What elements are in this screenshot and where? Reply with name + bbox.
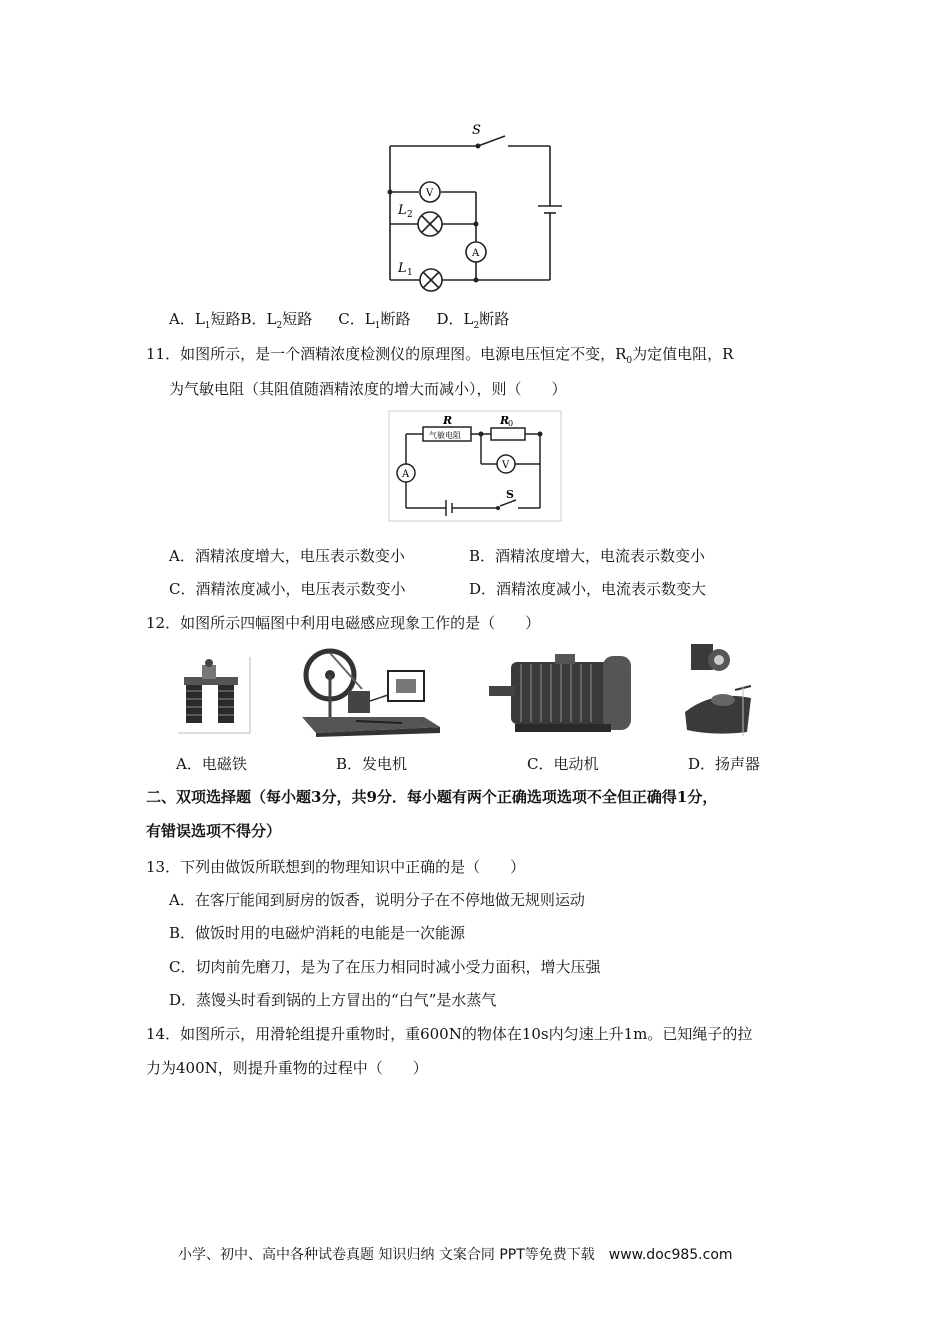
voltmeter-label: V: [426, 188, 434, 199]
lamp-l1-label: L: [398, 261, 407, 276]
q10-circuit-figure: [380, 122, 570, 297]
q13-option-a[interactable]: A．在客厅能闻到厨房的饭香，说明分子在不停地做无规则运动: [169, 891, 585, 909]
q12-option-b[interactable]: B．发电机: [336, 755, 408, 773]
q11-stem-line2: 为气敏电阻（其阻值随酒精浓度的增大而减小），则（ ）: [169, 380, 567, 398]
q10-options: [169, 308, 509, 337]
ammeter-label: A: [402, 469, 410, 480]
q12-stem: 12．如图所示四幅图中利用电磁感应现象工作的是（ ）: [146, 614, 541, 632]
loudspeaker-image: [683, 642, 755, 736]
section-2-heading-line1: 二、双项选择题（每小题3分，共9分．每小题有两个正确选项选项不全但正确得1分，: [146, 788, 718, 806]
q14-stem-line2: 力为400N，则提升重物的过程中（ ）: [146, 1059, 428, 1077]
page-footer[interactable]: 小学、初中、高中各种试卷真题 知识归纳 文案合同 PPT等免费下载 www.doc985.com: [178, 1247, 733, 1263]
q11-stem-line1: 11．如图所示，是一个酒精浓度检测仪的原理图。电源电压恒定不变，$R_0$为定值电阻，R: [146, 345, 734, 366]
q13-option-b[interactable]: B．做饭时用的电磁炉消耗的电能是一次能源: [169, 924, 466, 942]
q10-option-d[interactable]: D．$L_2$断路: [436, 310, 510, 331]
q11-option-a[interactable]: A．酒精浓度增大，电压表示数变小: [169, 547, 405, 565]
resistor-r-label: R: [443, 414, 453, 427]
lamp-l1-sub: 1: [407, 268, 413, 278]
q12-option-d[interactable]: D．扬声器: [688, 755, 761, 773]
q11-option-b[interactable]: B．酒精浓度增大，电流表示数变小: [469, 547, 706, 565]
section-2-heading-line2: 有错误选项不得分）: [146, 822, 282, 840]
gas-resistor-box-label: 气敏电阻: [429, 431, 461, 440]
electromagnet-image: [176, 655, 252, 735]
lamp-l2-label: L: [398, 203, 407, 218]
q14-stem-line1: 14．如图所示，用滑轮组提升重物时，重600N的物体在10s内匀速上升1m。已知绳子的拉: [146, 1025, 753, 1043]
voltmeter-label: V: [502, 460, 510, 471]
q11-circuit-figure: [388, 410, 563, 522]
q10-option-a[interactable]: A．$L_1$短路B．L: [169, 310, 277, 331]
q13-option-d[interactable]: D．蒸馒头时看到锅的上方冒出的“白气”是水蒸气: [169, 991, 497, 1009]
resistor-r0-label: R: [500, 414, 510, 427]
q12-option-c[interactable]: C．电动机: [527, 755, 599, 773]
q13-stem: 13．下列由做饭所联想到的物理知识中正确的是（ ）: [146, 858, 526, 876]
lamp-l2-sub: 2: [407, 210, 413, 220]
resistor-r0-sub: 0: [508, 419, 514, 428]
q10-option-c[interactable]: C．$L_1$断路: [338, 310, 411, 331]
generator-image: [292, 645, 444, 737]
q10-option-b[interactable]: $_2$短路: [276, 310, 313, 331]
switch-label: S: [506, 488, 514, 501]
q13-option-c[interactable]: C．切肉前先磨刀，是为了在压力相同时减小受力面积，增大压强: [169, 958, 601, 976]
q11-option-d[interactable]: D．酒精浓度减小，电流表示数变大: [469, 580, 707, 598]
q11-option-c[interactable]: C．酒精浓度减小，电压表示数变小: [169, 580, 406, 598]
motor-image: [485, 648, 635, 736]
switch-label: S: [472, 123, 481, 138]
ammeter-label: A: [472, 248, 480, 259]
q12-option-a[interactable]: A．电磁铁: [176, 755, 247, 773]
